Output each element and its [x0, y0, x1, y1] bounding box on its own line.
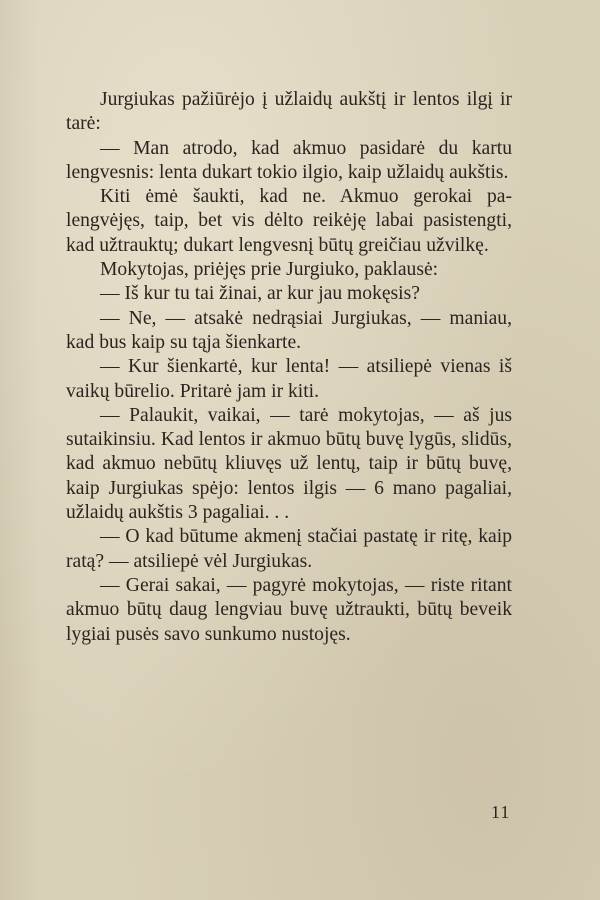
- paragraph: — Ne, — atsakė nedrąsiai Jurgiukas, — maniau, kad bus kaip su tąja šienkarte.: [66, 307, 512, 353]
- body-text: [66, 88, 512, 647]
- page-number: 11: [491, 802, 511, 822]
- paragraph: — Kur šienkartė, kur lenta! — atsiliepė vienas iš vaikų būrelio. Pritarė jam ir kiti.: [66, 356, 512, 402]
- paragraph: Mokytojas, priėjęs prie Jurgiuko, paklausė:: [100, 259, 439, 281]
- paragraph: — Gerai sakai, — pagyrė mokytojas, — riste ritant akmuo būtų daug lengviau buvę užtraukti, būtų beveik lygiai pusės savo sunkumo nustojęs.: [66, 574, 512, 645]
- paragraph: Jurgiukas pažiūrėjo į užlaidų aukštį ir lentos ilgį ir tarė:: [66, 89, 512, 135]
- paragraph: — Palaukit, vaikai, — tarė mokytojas, — aš jus sutaikinsiu. Kad lentos ir akmuo būtų buvę lygūs, slidūs, kad akmuo nebūtų kliuvęs už lentų, taip ir būtų buvę, kaip Jurgiukas spėjo: lentos ilgis — 6 mano pagaliai, užlaidų aukštis 3 pagaliai. . .: [66, 404, 512, 524]
- paragraph: — Man atrodo, kad akmuo pasidarė du kartu lengvesnis: lenta dukart tokio ilgio, kaip užlaidų aukštis.: [66, 137, 512, 183]
- paragraph: Kiti ėmė šaukti, kad ne. Akmuo gerokai palengvėjęs, taip, bet vis dėlto reikėję labai pasistengti, kad užtrauktų; dukart lengvesnį būtų greičiau užvilkę.: [66, 186, 512, 256]
- paragraph: — Iš kur tu tai žinai, ar kur jau mokęsis?: [100, 283, 420, 305]
- paragraph: — O kad būtume akmenį stačiai pastatę ir ritę, kaip ratą? — atsiliepė vėl Jurgiukas.: [66, 526, 512, 572]
